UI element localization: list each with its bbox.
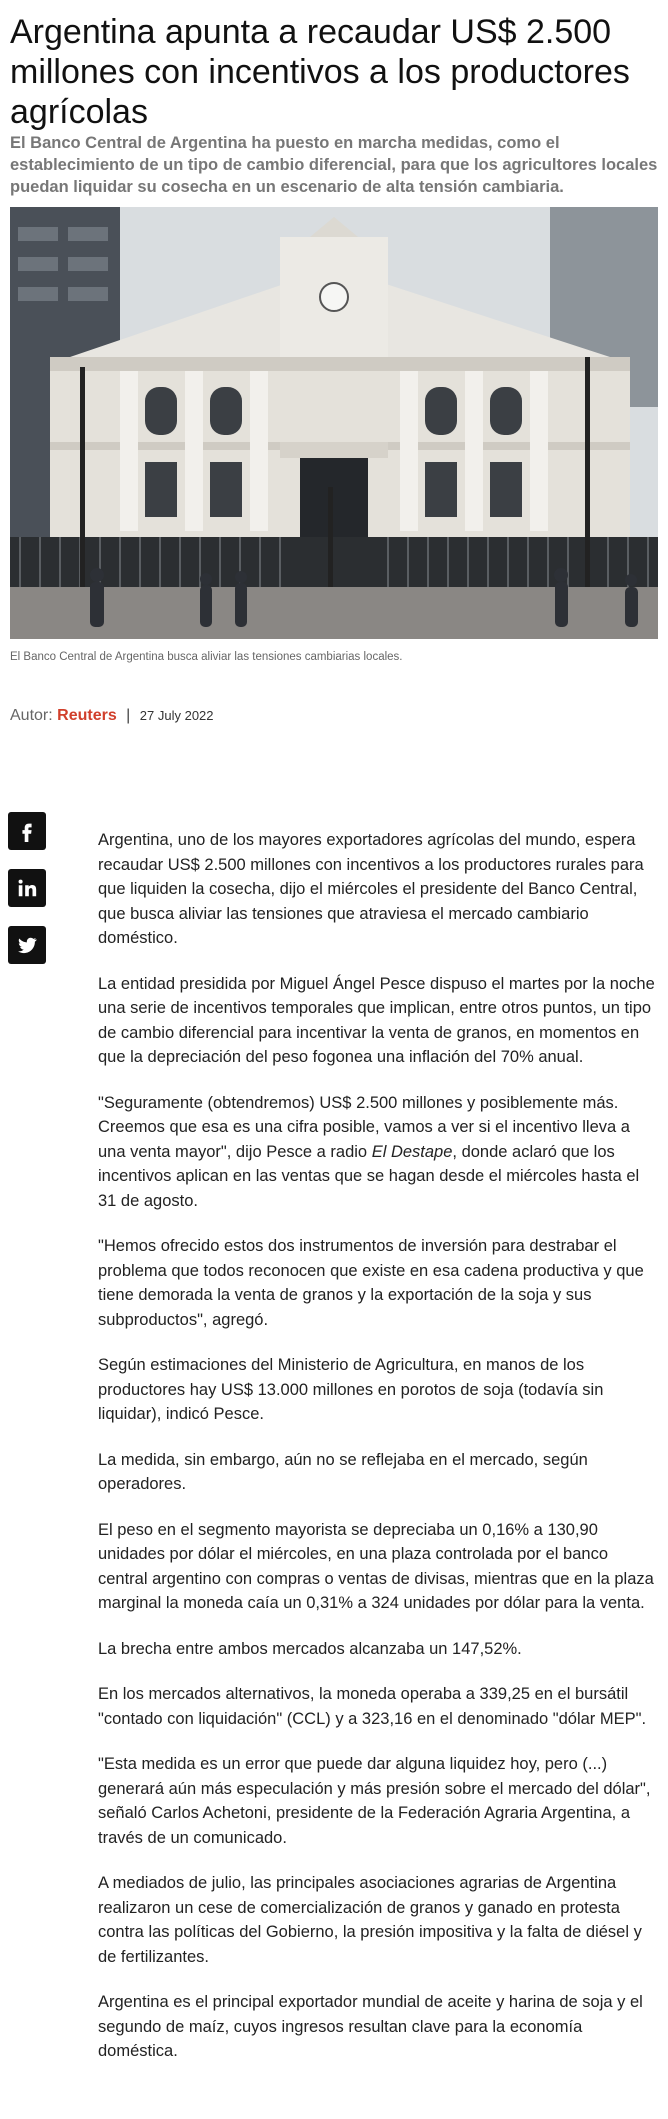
paragraph: "Esta medida es un error que puede dar alguna liquidez hoy, pero (...) generará aún más especulación y más presión sobre el mercado del dólar", señaló Carlos Achetoni, presidente de la Federación Agraria Argentina, a través de un comunicado. (98, 1755, 651, 1847)
publish-date: 27 July 2022 (139, 708, 214, 723)
paragraph: La brecha entre ambos mercados alcanzaba un 147,52%. (98, 1639, 522, 1658)
linkedin-icon (16, 877, 38, 899)
author-label: Autor: (10, 707, 53, 724)
paragraph: Argentina es el principal exportador mundial de aceite y harina de soja y el segundo de maíz, cuyos ingresos resultan clave para la economía doméstica. (98, 1993, 643, 2060)
paragraph-text: , donde aclaró que los incentivos aplican en las ventas que se hagan desde el miércoles hasta el 31 de agosto. (98, 1142, 640, 1210)
share-facebook-button[interactable] (8, 812, 46, 850)
byline-separator: | (126, 707, 131, 724)
paragraph: En los mercados alternativos, la moneda operaba a 339,25 en el bursátil "contado con liquidación" (CCL) y a 323,16 en el denominado "dólar MEP". (98, 1685, 647, 1728)
paragraph: Argentina, uno de los mayores exportadores agrícolas del mundo, espera recaudar US$ 2.500 millones con incentivos a los productores rurales para que liquiden la cosecha, dijo el miércoles el presidente del Banco Central, que busca aliviar las tensiones que atraviesa el mercado cambiario doméstico. (98, 831, 644, 947)
paragraph-text: "Seguramente (obtendremos) US$ 2.500 millones y posiblemente más. Creemos que esa es una cifra posible, vamos a ver si el incentivo lleva a una venta mayor", dijo Pesce a radio (98, 1093, 630, 1161)
article-title: Argentina apunta a recaudar US$ 2.500 millones con incentivos a los productores agrícolas (10, 13, 630, 131)
radio-name: El Destape (371, 1142, 453, 1161)
paragraph: "Hemos ofrecido estos dos instrumentos de inversión para destrabar el problema que todos reconocen que existe en esa cadena productiva y que tiene demorada la venta de granos y la exportación de la soja y sus subproductos", agregó. (98, 1237, 644, 1329)
byline (10, 707, 214, 725)
share-linkedin-button[interactable] (8, 869, 46, 907)
paragraph: El peso en el segmento mayorista se depreciaba un 0,16% a 130,90 unidades por dólar el miércoles, en una plaza controlada por el banco central argentino con compras o ventas de divisas, mientras que en la plaza marginal la moneda caía un 0,31% a 324 unidades por dólar para la venta. (98, 1520, 654, 1612)
image-caption: El Banco Central de Argentina busca aliviar las tensiones cambiarias locales. (10, 651, 403, 663)
author-link[interactable]: Reuters (57, 707, 117, 724)
paragraph: A mediados de julio, las principales asociaciones agrarias de Argentina realizaron un cese de comercialización de granos y ganado en protesta contra las políticas del Gobierno, la presión impositiva y la falta de diésel y de fertilizantes. (98, 1874, 642, 1966)
hero-image-central-bank (10, 207, 658, 639)
paragraph: La entidad presidida por Miguel Ángel Pesce dispuso el martes por la noche una serie de incentivos temporales que implican, entre otros puntos, un tipo de cambio diferencial para incentivar la venta de granos, en momentos en que la depreciación del peso fogonea una inflación del 70% anual. (98, 974, 655, 1066)
paragraph (98, 1091, 658, 1214)
paragraph: La medida, sin embargo, aún no se reflejaba en el mercado, según operadores. (98, 1450, 588, 1493)
article-subtitle: El Banco Central de Argentina ha puesto en marcha medidas, como el establecimiento de un tipo de cambio diferencial, para que los agricultores locales puedan liquidar su cosecha en un escenario de alta tensión cambiaria. (10, 134, 658, 196)
share-twitter-button[interactable] (8, 926, 46, 964)
paragraph: Según estimaciones del Ministerio de Agricultura, en manos de los productores hay US$ 13.000 millones en porotos de soja (todavía sin liquidar), indicó Pesce. (98, 1356, 604, 1423)
article-body (98, 828, 658, 2085)
twitter-icon (16, 934, 38, 956)
facebook-icon (16, 820, 38, 842)
